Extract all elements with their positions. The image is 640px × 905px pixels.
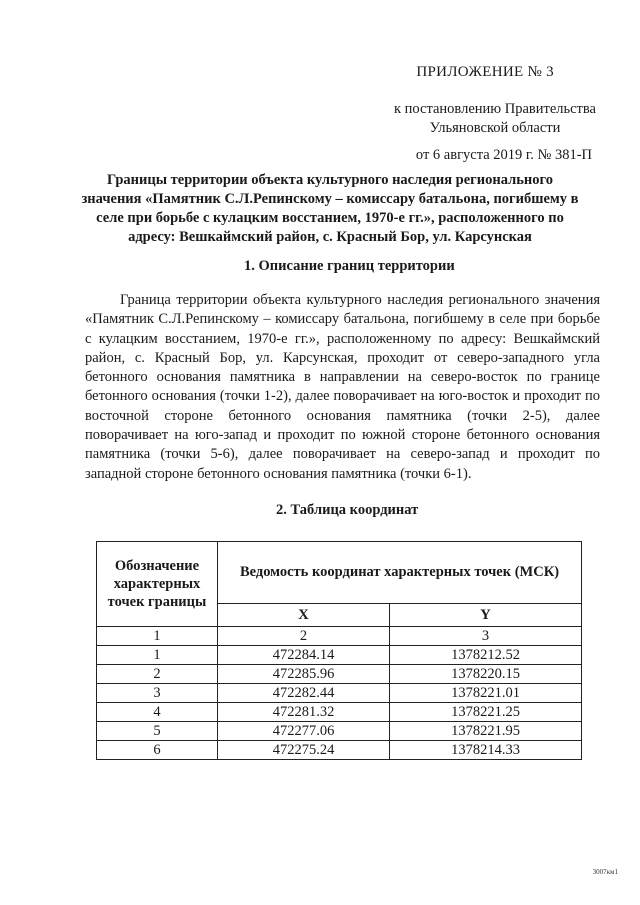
appendix-date: от 6 августа 2019 г. № 381-П — [415, 147, 592, 163]
point-number: 2 — [97, 665, 218, 684]
table-row — [97, 665, 582, 684]
coord-x: 472275.24 — [218, 741, 390, 760]
coordinates-table — [96, 541, 582, 760]
col-x-header: X — [218, 604, 390, 627]
col-designation-header: Обозначение характерных точек границы — [97, 542, 218, 627]
point-number: 1 — [97, 646, 218, 665]
point-number: 6 — [97, 741, 218, 760]
coord-x: 472277.06 — [218, 722, 390, 741]
coord-x: 472284.14 — [218, 646, 390, 665]
section2-heading: 2. Таблица координат — [276, 502, 419, 518]
coord-y: 1378212.52 — [390, 646, 582, 665]
table-cell: 1 — [97, 627, 218, 646]
point-number: 5 — [97, 722, 218, 741]
table-row — [97, 646, 582, 665]
index-row — [97, 627, 582, 646]
footer-code: 3007км1 — [592, 868, 618, 876]
coord-x: 472281.32 — [218, 703, 390, 722]
section1-heading: 1. Описание границ территории — [244, 258, 455, 274]
coord-y: 1378220.15 — [390, 665, 582, 684]
table-cell: 2 — [218, 627, 390, 646]
col-vedomost-header: Ведомость координат характерных точек (МСК) — [218, 542, 582, 604]
appendix-reference — [370, 100, 620, 138]
appendix-ref-line2: Ульяновской области — [429, 120, 561, 136]
coord-y: 1378221.01 — [390, 684, 582, 703]
appendix-ref-line1: к постановлению Правительства — [394, 101, 596, 117]
appendix-title: ПРИЛОЖЕНИЕ № 3 — [416, 64, 554, 80]
coord-y: 1378221.95 — [390, 722, 582, 741]
table-row — [97, 741, 582, 760]
coord-x: 472282.44 — [218, 684, 390, 703]
point-number: 3 — [97, 684, 218, 703]
table-row — [97, 684, 582, 703]
table-cell: 3 — [390, 627, 582, 646]
section1-text: Граница территории объекта культурного наследия регионального значения «Памятник С.Л.Репинскому – комиссару батальона, погибшему в селе при борьбе с кулацким восстанием, 1970-е гг.», расположенному по адресу: Вешкаймский район, с. Красный Бор, ул. Карсунская, проходит от северо-западного угла бетонного основания памятника в направлении на северо-восток по границе бетонного основания (точки 1-2), далее поворачивает на юго-восток и проходит по восточной стороне бетонного основания памятника (точки 2-5), далее поворачивает на юго-запад и проходит по южной стороне бетонного основания памятника (точки 5-6), далее поворачивает на северо-запад и проходит по западной стороне бетонного основания памятника (точки 6-1). — [85, 292, 600, 482]
coord-x: 472285.96 — [218, 665, 390, 684]
table-row — [97, 703, 582, 722]
point-number: 4 — [97, 703, 218, 722]
document-title: Границы территории объекта культурного наследия регионального значения «Памятник С.Л.Репинскому – комиссару батальона, погибшему в селе при борьбе с кулацким восстанием, 1970-е гг.», расположенного по адресу: Вешкаймский район, с. Красный Бор, ул. Карсунская — [81, 172, 579, 245]
table-row — [97, 722, 582, 741]
coord-y: 1378221.25 — [390, 703, 582, 722]
coord-y: 1378214.33 — [390, 741, 582, 760]
col-y-header: Y — [390, 604, 582, 627]
